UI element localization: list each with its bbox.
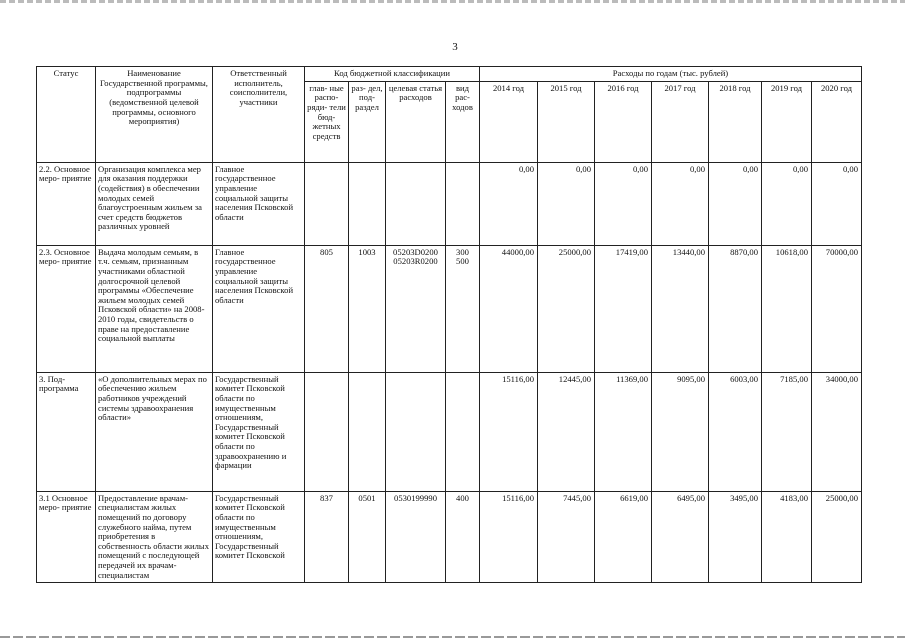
cell-target: [386, 372, 446, 491]
cell-section: [349, 372, 386, 491]
header-year: 2015 год: [538, 81, 595, 162]
header-year: 2016 год: [595, 81, 652, 162]
cell-value: 0,00: [538, 162, 595, 245]
cell-executor: Государственный комитет Псковской области по имущественным отношениям, Государственный комитет Псковской области по здравоохранению и фармации: [213, 372, 305, 491]
table-row: [37, 372, 862, 491]
header-expenses: Расходы по годам (тыс. рублей): [480, 67, 862, 82]
cell-value: 0,00: [652, 162, 709, 245]
cell-value: 15116,00: [480, 491, 538, 583]
cell-value: 6495,00: [652, 491, 709, 583]
header-year: 2020 год: [812, 81, 862, 162]
cell-target: 0530199990: [386, 491, 446, 583]
cell-value: 0,00: [709, 162, 762, 245]
cell-grbs: 805: [305, 245, 349, 372]
cell-value: 0,00: [480, 162, 538, 245]
cell-status: 2.2. Основное меро- приятие: [37, 162, 96, 245]
cell-value: 8870,00: [709, 245, 762, 372]
table-row: [37, 245, 862, 372]
cell-status: 3. Под- программа: [37, 372, 96, 491]
header-row-1: [37, 67, 862, 82]
header-grbs: глав- ные распо- ряди- тели бюд- жетных средств: [305, 81, 349, 162]
cell-value: 0,00: [595, 162, 652, 245]
header-section: раз- дел, под- раздел: [349, 81, 386, 162]
header-budget-code: Код бюджетной классификации: [305, 67, 480, 82]
scan-edge-bottom: [0, 636, 905, 638]
header-status: Статус: [37, 67, 96, 163]
cell-section: 1003: [349, 245, 386, 372]
cell-value: 25000,00: [538, 245, 595, 372]
cell-value: 11369,00: [595, 372, 652, 491]
header-kind: вид рас- ходов: [446, 81, 480, 162]
cell-grbs: [305, 162, 349, 245]
header-executor: Ответственный исполнитель, соисполнители, участники: [213, 67, 305, 163]
cell-value: 7185,00: [762, 372, 812, 491]
page-number: 3: [452, 41, 458, 53]
cell-value: 34000,00: [812, 372, 862, 491]
cell-status: 2.3. Основное меро- приятие: [37, 245, 96, 372]
cell-grbs: 837: [305, 491, 349, 583]
cell-kind: 300 500: [446, 245, 480, 372]
cell-executor: Главное государственное управление социальной защиты населения Псковской области: [213, 162, 305, 245]
header-name: Наименование Государственной программы, подпрограммы (ведомственной целевой программы, основного мероприятия): [96, 67, 213, 163]
cell-name: Выдача молодым семьям, в т.ч. семьям, признанным участниками областной долгосрочной целевой программы «Обеспечение жильем молодых семей Псковской области» на 2008-2010 годы, свидетельств о праве на предоставление социальной выплаты: [96, 245, 213, 372]
table-row: [37, 491, 862, 583]
budget-table: [36, 66, 862, 583]
cell-value: 6619,00: [595, 491, 652, 583]
cell-kind: 400: [446, 491, 480, 583]
header-year: 2017 год: [652, 81, 709, 162]
cell-name: Предоставление врачам- специалистам жилых помещений по договору служебного найма, путем приобретения в собственность области жилых помещений с последующей передачей их врачам-специалистам: [96, 491, 213, 583]
cell-section: 0501: [349, 491, 386, 583]
cell-value: 3495,00: [709, 491, 762, 583]
cell-name: Организация комплекса мер для оказания поддержки (содействия) в обеспечении молодых семей благоустроенным жильем за счет средств бюджетов различных уровней: [96, 162, 213, 245]
cell-value: 9095,00: [652, 372, 709, 491]
cell-value: 70000,00: [812, 245, 862, 372]
cell-grbs: [305, 372, 349, 491]
cell-kind: [446, 162, 480, 245]
header-year: 2019 год: [762, 81, 812, 162]
header-year: 2018 год: [709, 81, 762, 162]
cell-value: 13440,00: [652, 245, 709, 372]
header-target: целевая статья расходов: [386, 81, 446, 162]
cell-value: 7445,00: [538, 491, 595, 583]
cell-name: «О дополнительных мерах по обеспечению жильем работников учреждений системы здравоохранения области»: [96, 372, 213, 491]
cell-section: [349, 162, 386, 245]
header-year: 2014 год: [480, 81, 538, 162]
cell-value: 44000,00: [480, 245, 538, 372]
cell-target: 05203D0200 05203R0200: [386, 245, 446, 372]
cell-executor: Государственный комитет Псковской области по имущественным отношениям, Государственный комитет Псковской: [213, 491, 305, 583]
cell-status: 3.1 Основное меро- приятие: [37, 491, 96, 583]
cell-value: 0,00: [762, 162, 812, 245]
table-row: [37, 162, 862, 245]
cell-kind: [446, 372, 480, 491]
cell-value: 10618,00: [762, 245, 812, 372]
cell-value: 15116,00: [480, 372, 538, 491]
cell-executor: Главное государственное управление социальной защиты населения Псковской области: [213, 245, 305, 372]
cell-value: 0,00: [812, 162, 862, 245]
cell-target: [386, 162, 446, 245]
cell-value: 12445,00: [538, 372, 595, 491]
cell-value: 17419,00: [595, 245, 652, 372]
cell-value: 4183,00: [762, 491, 812, 583]
scan-edge-top: [0, 0, 905, 3]
cell-value: 25000,00: [812, 491, 862, 583]
cell-value: 6003,00: [709, 372, 762, 491]
